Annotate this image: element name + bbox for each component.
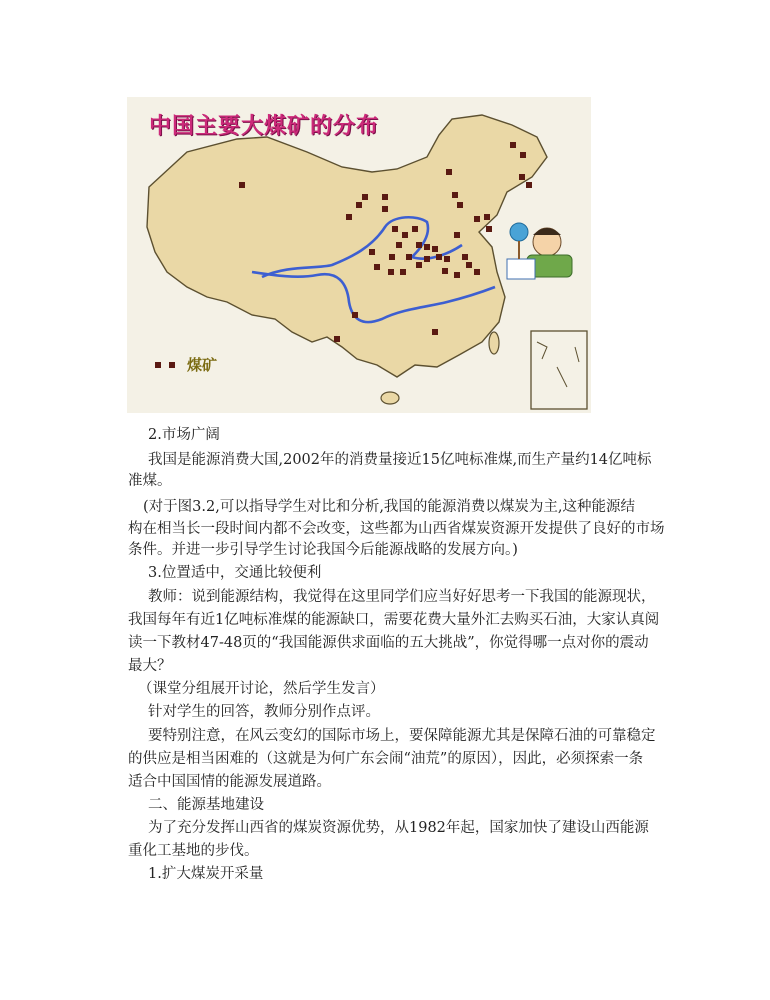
- paragraph-line: 构在相当长一段时间内都不会改变，这些都为山西省煤炭资源开发提供了良好的市场: [128, 521, 665, 537]
- paragraph-line: 针对学生的回答，教师分别作点评。: [148, 704, 380, 720]
- coal-mine-marker: [392, 226, 398, 232]
- heading-energy-base: 二、能源基地建设: [148, 797, 264, 813]
- coal-mine-marker: [346, 214, 352, 220]
- heading-expand-coal: 1.扩大煤炭开采量: [148, 866, 264, 882]
- heading-location: 3.位置适中，交通比较便利: [148, 565, 322, 581]
- coal-mine-marker: [388, 269, 394, 275]
- coal-mine-marker: [432, 329, 438, 335]
- coal-mine-marker: [369, 249, 375, 255]
- map-title: 中国主要大煤矿的分布: [149, 114, 380, 139]
- paragraph-line: 我国是能源消费大国,2002年的消费量接近15亿吨标准煤,而生产量约14亿吨标: [148, 452, 652, 468]
- paragraph-line: 重化工基地的步伐。: [128, 843, 259, 859]
- coal-mine-marker: [444, 256, 450, 262]
- legend-marker-1: [155, 362, 161, 368]
- coal-mine-marker: [526, 182, 532, 188]
- coal-mine-marker: [406, 254, 412, 260]
- coal-mine-marker: [442, 268, 448, 274]
- coal-mine-marker: [510, 142, 516, 148]
- coal-mine-marker: [416, 242, 422, 248]
- coal-mine-marker: [334, 336, 340, 342]
- coal-mine-marker: [432, 246, 438, 252]
- coal-mine-marker: [484, 214, 490, 220]
- coal-mine-marker: [452, 192, 458, 198]
- coal-mine-marker: [402, 232, 408, 238]
- coal-mine-marker: [382, 194, 388, 200]
- coal-mine-marker: [436, 254, 442, 260]
- hainan-island: [381, 392, 399, 404]
- coal-mine-marker: [352, 312, 358, 318]
- paragraph-line: 最大？: [128, 658, 172, 674]
- coal-mine-marker: [454, 272, 460, 278]
- paragraph-line: 读一下教材47-48页的“我国能源供求面临的五大挑战”，你觉得哪一点对你的震动: [128, 635, 649, 651]
- paragraph-line: 教师：说到能源结构，我觉得在这里同学们应当好好思考一下我国的能源现状，: [148, 589, 656, 605]
- coal-mine-marker: [382, 206, 388, 212]
- coal-mine-marker: [446, 169, 452, 175]
- paragraph-line: 为了充分发挥山西省的煤炭资源优势，从1982年起，国家加快了建设山西能源: [148, 820, 649, 836]
- legend-marker-2: [169, 362, 175, 368]
- coal-mine-marker: [424, 256, 430, 262]
- coal-mine-marker: [466, 262, 472, 268]
- coal-mine-marker: [520, 152, 526, 158]
- paragraph-line: 准煤。: [128, 473, 172, 489]
- coal-mine-marker: [389, 254, 395, 260]
- paragraph-line: 要特别注意，在风云变幻的国际市场上，要保障能源尤其是保障石油的可靠稳定: [148, 728, 656, 744]
- coal-mine-marker: [462, 254, 468, 260]
- coal-mine-marker: [486, 226, 492, 232]
- legend-label: 煤矿: [187, 356, 218, 374]
- coal-mine-marker: [474, 216, 480, 222]
- coal-mine-marker: [412, 226, 418, 232]
- coal-mine-marker: [362, 194, 368, 200]
- coal-mine-marker: [519, 174, 525, 180]
- coal-mine-marker: [416, 262, 422, 268]
- paragraph-line: 的供应是相当困难的（这就是为何广东会闹“油荒”的原因），因此，必须探索一条: [128, 751, 644, 767]
- coal-mine-marker: [374, 264, 380, 270]
- heading-market: 2.市场广阔: [148, 427, 220, 443]
- coal-mine-marker: [400, 269, 406, 275]
- paragraph-line: （课堂分组展开讨论，然后学生发言）: [138, 681, 385, 697]
- coal-mine-distribution-map: [127, 97, 591, 413]
- paragraph-line: 适合中国国情的能源发展道路。: [128, 774, 331, 790]
- coal-mine-marker: [396, 242, 402, 248]
- coal-mine-marker: [454, 232, 460, 238]
- paragraph-line: 我国每年有近1亿吨标准煤的能源缺口，需要花费大量外汇去购买石油，大家认真阅: [128, 612, 660, 628]
- paragraph-line: (对于图3.2,可以指导学生对比和分析,我国的能源消费以煤炭为主,这种能源结: [143, 499, 636, 515]
- coal-mine-marker: [474, 269, 480, 275]
- coal-mine-marker: [239, 182, 245, 188]
- paragraph-line: 条件。并进一步引导学生讨论我国今后能源战略的发展方向。): [128, 542, 518, 558]
- coal-mine-marker: [424, 244, 430, 250]
- taiwan-island: [489, 332, 499, 354]
- coal-mine-marker: [356, 202, 362, 208]
- coal-mine-marker: [457, 202, 463, 208]
